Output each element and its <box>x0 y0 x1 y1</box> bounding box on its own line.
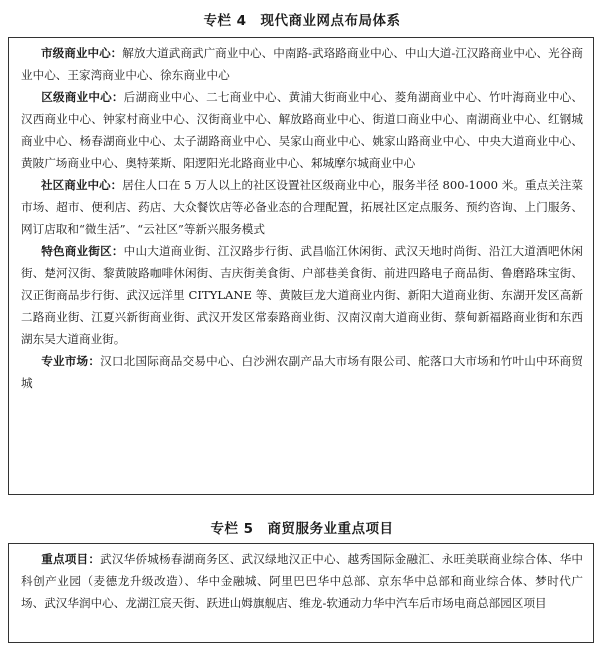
key-projects-text: 武汉华侨城杨春湖商务区、武汉绿地汉正中心、越秀国际金融汇、永旺美联商业综合体、华中科创产业园（麦德龙升级改造）、华中金融城、阿里巴巴华中总部、京东华中总部和商业综合体、梦时代广场、武汉华润中心、龙湖江宸天街、跃进山姆旗舰店、维龙-软通动力华中汽车后市场电商总部园区项目 <box>21 552 583 610</box>
city-center-paragraph <box>9 42 593 86</box>
feature-street-text: 中山大道商业街、江汉路步行街、武昌临江休闲街、武汉天地时尚街、沿江大道酒吧休闲街、楚河汉街、黎黄陂路咖啡休闲街、吉庆街美食街、户部巷美食街、前进四路电子商品街、鲁磨路珠宝街、汉正街商品步行街、武汉远洋里 CITYLANE 等、黄陂巨龙大道商业内街、新阳大道商业街、东湖开发区高新二路商业街、江夏兴新街商业街、武汉开发区常泰路商业街、汉南汉南大道商业街、蔡甸新福路商业街和东西湖东吴大道商业街。 <box>21 244 583 346</box>
community-center-lead: 社区商业中心： <box>41 178 123 192</box>
panel2-box <box>8 543 594 643</box>
panel2-number: 专栏 5 <box>210 521 254 537</box>
panel2-title-text: 商贸服务业重点项目 <box>267 521 394 537</box>
city-center-text: 解放大道武商武广商业中心、中南路-武珞路商业中心、中山大道-江汉路商业中心、光谷商业中心、王家湾商业中心、徐东商业中心 <box>21 46 583 82</box>
panel1-title-text: 现代商业网点布局体系 <box>260 13 401 29</box>
panel2-title <box>0 517 604 537</box>
panel1-title <box>0 9 604 29</box>
community-center-text: 居住人口在 5 万人以上的社区设置社区级商业中心，服务半径 800-1000 米。重点关注菜市场、超市、便利店、药店、大众餐饮店等必备业态的合理配置，拓展社区定点服务、预约咨询、上门服务、网订店取和“微生活”、“云社区”等新兴服务模式 <box>21 178 583 236</box>
district-center-lead: 区级商业中心： <box>41 90 124 104</box>
panel1-number: 专栏 4 <box>203 13 247 29</box>
city-center-lead: 市级商业中心： <box>41 46 123 60</box>
key-projects-lead: 重点项目： <box>41 552 101 566</box>
community-center-paragraph <box>9 174 593 240</box>
specialty-market-paragraph <box>9 350 593 394</box>
panel1-box <box>8 37 594 495</box>
feature-street-lead: 特色商业街区： <box>41 244 124 258</box>
feature-street-paragraph <box>9 240 593 350</box>
key-projects-paragraph <box>9 548 593 614</box>
specialty-market-lead: 专业市场： <box>41 354 101 368</box>
district-center-paragraph <box>9 86 593 174</box>
district-center-text: 后湖商业中心、二七商业中心、黄浦大街商业中心、菱角湖商业中心、竹叶海商业中心、汉西商业中心、钟家村商业中心、汉街商业中心、解放路商业中心、街道口商业中心、南湖商业中心、红钢城商业中心、杨春湖商业中心、太子湖路商业中心、吴家山商业中心、姚家山路商业中心、中央大道商业中心、黄陂广场商业中心、奥特莱斯、阳逻阳光北路商业中心、邾城摩尔城商业中心 <box>21 90 583 170</box>
specialty-market-text: 汉口北国际商品交易中心、白沙洲农副产品大市场有限公司、舵落口大市场和竹叶山中环商贸城 <box>21 354 583 390</box>
